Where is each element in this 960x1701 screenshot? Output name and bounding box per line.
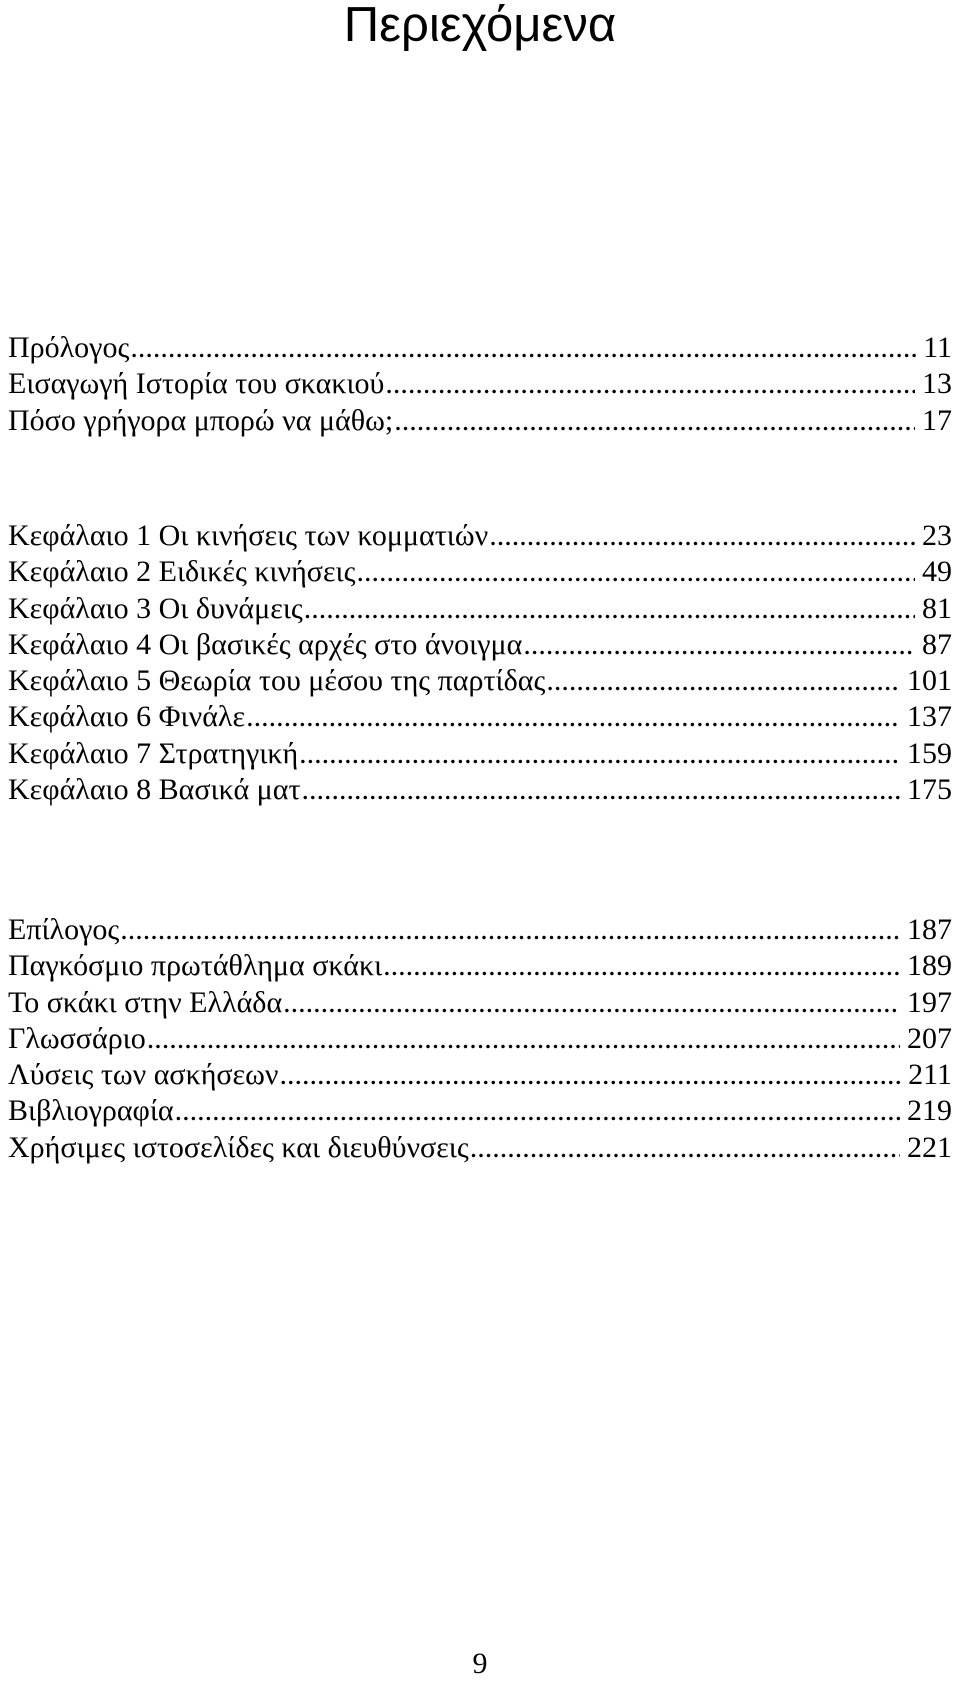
dot-leader — [357, 554, 916, 590]
toc-entry-page: 137 — [907, 700, 952, 734]
toc-entry-title: Κεφάλαιο 4 Οι βασικές αρχές στο άνοιγμα — [8, 627, 523, 661]
toc-entry-page: 49 — [922, 555, 952, 589]
toc-entry-title: Παγκόσμιο πρωτάθλημα σκάκι — [8, 949, 383, 983]
toc-entry-page: 11 — [923, 331, 952, 364]
toc-entry-title: Γλωσσάριο — [8, 1021, 146, 1055]
toc-entry-page: 207 — [907, 1021, 952, 1055]
dot-leader — [283, 985, 900, 1021]
toc-group-front-matter — [8, 330, 952, 439]
dot-leader — [147, 1021, 900, 1057]
toc-entry-page: 17 — [922, 403, 952, 437]
page-title: Περιεχόμενα — [343, 0, 617, 52]
dot-leader — [489, 518, 915, 554]
toc-entry-title: Βιβλιογραφία — [8, 1094, 174, 1128]
toc-entry-title: Κεφάλαιο 5 Θεωρία του μέσου της παρτίδας — [8, 664, 546, 698]
toc-entry — [8, 554, 952, 590]
toc-entry-title: Κεφάλαιο 6 Φινάλε — [8, 700, 246, 734]
toc-entry-title: Χρήσιμες ιστοσελίδες και διευθύνσεις — [8, 1130, 469, 1164]
page-number: 9 — [472, 1647, 488, 1680]
toc-group-chapters — [8, 518, 952, 808]
toc-entry — [8, 663, 952, 699]
dot-leader — [279, 1057, 901, 1093]
toc-entry — [8, 591, 952, 627]
toc-entry — [8, 912, 952, 948]
toc-entry-page: 13 — [922, 367, 952, 401]
dot-leader — [304, 591, 915, 627]
toc-entry-title: Εισαγωγή Ιστορία του σκακιού — [8, 367, 385, 401]
toc-entry — [8, 699, 952, 735]
toc-entry-page: 23 — [922, 519, 952, 552]
toc-entry-page: 87 — [922, 627, 952, 661]
toc-entry-title: Κεφάλαιο 2 Ειδικές κινήσεις — [8, 555, 356, 589]
dot-leader — [246, 699, 900, 735]
dot-leader — [394, 403, 915, 439]
toc-entry — [8, 403, 952, 439]
toc-entry-title: Λύσεις των ασκήσεων — [8, 1058, 279, 1092]
dot-leader — [470, 1130, 900, 1166]
dot-leader — [120, 912, 900, 948]
dot-leader — [299, 736, 900, 772]
toc-entry-title: Κεφάλαιο 8 Βασικά ματ — [8, 773, 301, 807]
toc-entry — [8, 1021, 952, 1057]
toc-entry-title: Το σκάκι στην Ελλάδα — [8, 985, 283, 1019]
toc-entry-page: 101 — [907, 664, 952, 698]
toc-entry — [8, 736, 952, 772]
toc-entry-page: 187 — [907, 913, 952, 946]
toc-group-back-matter — [8, 912, 952, 1166]
toc-entry-title: Πόσο γρήγορα μπορώ να μάθω; — [8, 403, 394, 437]
toc-entry — [8, 627, 952, 663]
toc-entry-page: 159 — [907, 736, 952, 770]
toc-entry-page: 221 — [907, 1130, 952, 1164]
toc-entry-title: Πρόλογος — [8, 331, 130, 364]
dot-leader — [383, 948, 900, 984]
toc-entry — [8, 772, 952, 808]
toc-entry-title: Επίλογος — [8, 913, 120, 946]
toc-entry — [8, 1093, 952, 1129]
dot-leader — [130, 330, 916, 366]
dot-leader — [523, 627, 915, 663]
toc-entry-title: Κεφάλαιο 3 Οι δυνάμεις — [8, 591, 303, 625]
toc-entry — [8, 1057, 952, 1093]
toc-entry-page: 189 — [907, 949, 952, 983]
toc-entry — [8, 518, 952, 554]
toc-entry-page: 81 — [922, 591, 952, 625]
dot-leader — [302, 772, 900, 808]
toc-entry — [8, 1130, 952, 1166]
toc-entry — [8, 985, 952, 1021]
dot-leader — [175, 1093, 900, 1129]
toc-entry — [8, 948, 952, 984]
toc-entry-page: 219 — [907, 1094, 952, 1128]
toc-entry-page: 197 — [907, 985, 952, 1019]
toc-entry-page: 211 — [908, 1058, 952, 1092]
dot-leader — [546, 663, 900, 699]
toc-entry — [8, 366, 952, 402]
dot-leader — [385, 366, 915, 402]
toc-entry-title: Κεφάλαιο 7 Στρατηγική — [8, 736, 299, 770]
toc-entry-title: Κεφάλαιο 1 Οι κινήσεις των κομματιών — [8, 519, 489, 552]
toc-entry-page: 175 — [907, 773, 952, 807]
toc-entry — [8, 330, 952, 366]
